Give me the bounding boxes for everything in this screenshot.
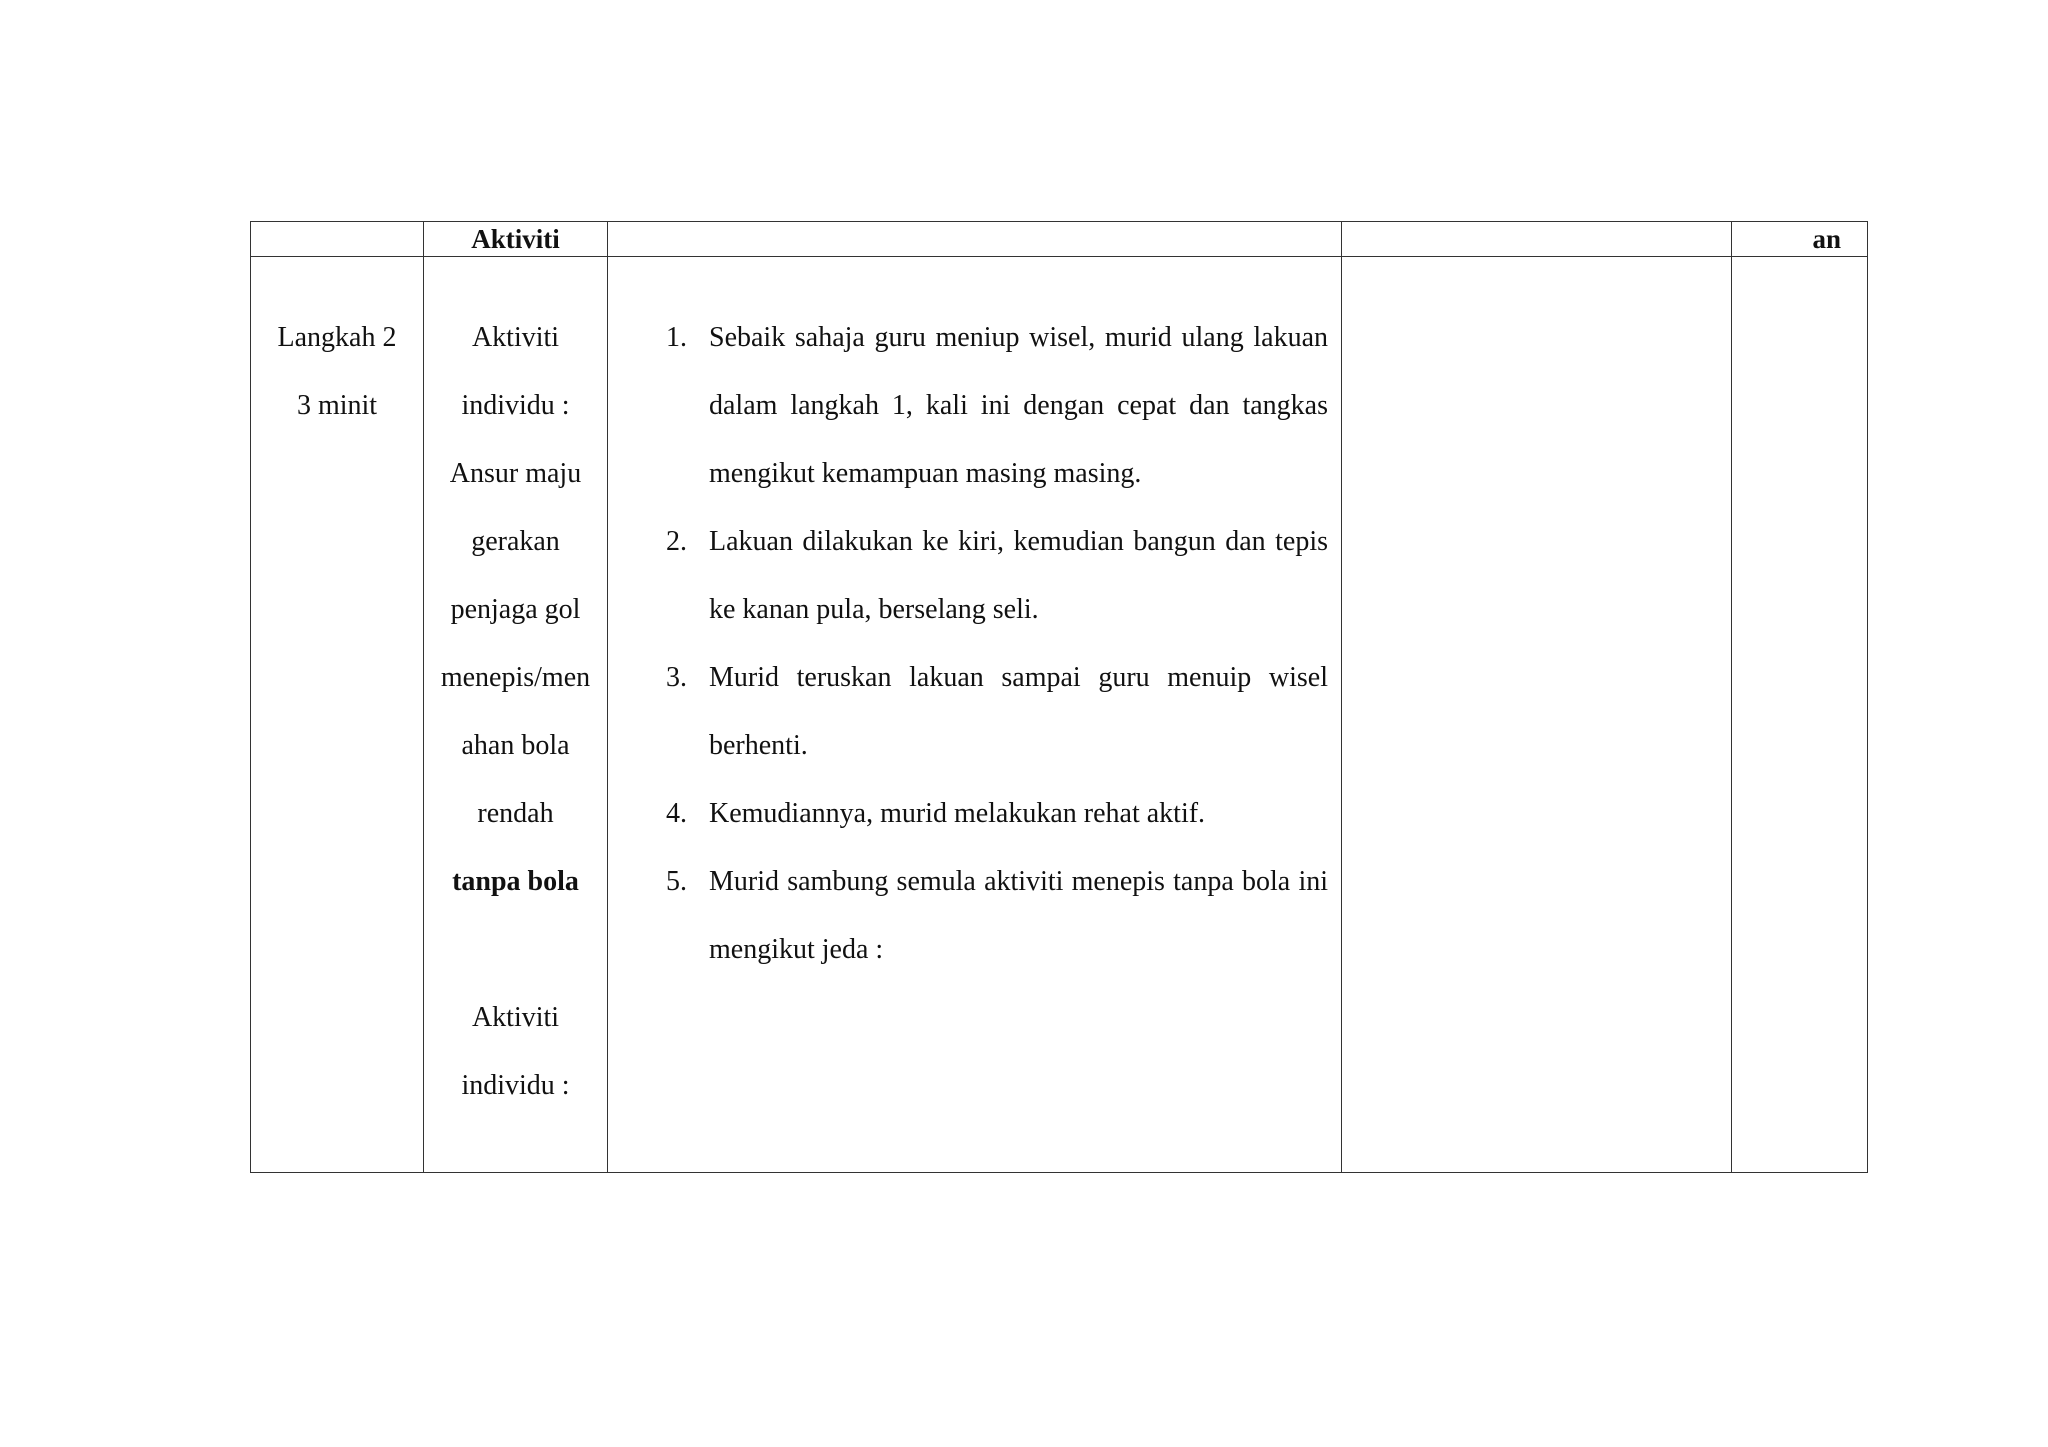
step-text: Lakuan dilakukan ke kiri, kemudian bangun dan tepis ke kanan pula, berselang seli. xyxy=(709,526,1328,625)
header-cell-activity: Aktiviti xyxy=(424,222,608,257)
steps-cell xyxy=(608,257,1342,1173)
list-item xyxy=(608,304,1328,508)
activity-emphasis: tanpa bola xyxy=(452,866,579,897)
step-text: Murid sambung semula aktiviti menepis tanpa bola ini mengikut jeda : xyxy=(709,866,1328,965)
step-number: 4. xyxy=(666,798,687,829)
activity-line: rendah xyxy=(477,798,554,829)
step-title: Langkah 2 xyxy=(277,322,397,353)
list-item xyxy=(608,780,1328,848)
activity-line: Aktiviti xyxy=(471,322,560,353)
list-item xyxy=(608,848,1328,984)
header-cell-step xyxy=(251,222,424,257)
step-number: 3. xyxy=(666,662,687,693)
header-cell-notes xyxy=(1342,222,1732,257)
header-cell-content xyxy=(608,222,1342,257)
activity-line: penjaga gol xyxy=(450,594,581,625)
activity2-line: individu : xyxy=(461,1070,570,1101)
activity-line: menepis/men xyxy=(440,662,591,693)
activity-line: gerakan xyxy=(471,526,560,557)
activity-line: Ansur maju xyxy=(449,458,582,489)
notes-cell xyxy=(1342,257,1732,1173)
lesson-plan-table xyxy=(250,221,1868,1173)
header-cell-last: an xyxy=(1732,222,1868,257)
step-text: Kemudiannya, murid melakukan rehat aktif. xyxy=(709,798,1206,829)
table-header-row xyxy=(251,222,1868,257)
activity-line: individu : xyxy=(461,390,570,421)
step-number: 5. xyxy=(666,866,687,897)
steps-list xyxy=(608,304,1341,984)
list-item xyxy=(608,644,1328,780)
activity-cell xyxy=(424,257,608,1173)
step-number: 1. xyxy=(666,322,687,353)
table-row xyxy=(251,257,1868,1173)
step-cell xyxy=(251,257,424,1173)
step-duration: 3 minit xyxy=(296,390,378,421)
activity-line: ahan bola xyxy=(461,730,570,761)
spacer xyxy=(424,916,607,984)
list-item xyxy=(608,508,1328,644)
step-number: 2. xyxy=(666,526,687,557)
activity2-line: Aktiviti xyxy=(471,1002,560,1033)
last-cell xyxy=(1732,257,1868,1173)
step-text: Sebaik sahaja guru meniup wisel, murid ulang lakuan dalam langkah 1, kali ini dengan cepat dan tangkas mengikut kemampuan masing masing. xyxy=(709,322,1328,489)
step-text: Murid teruskan lakuan sampai guru menuip wisel berhenti. xyxy=(709,662,1328,761)
